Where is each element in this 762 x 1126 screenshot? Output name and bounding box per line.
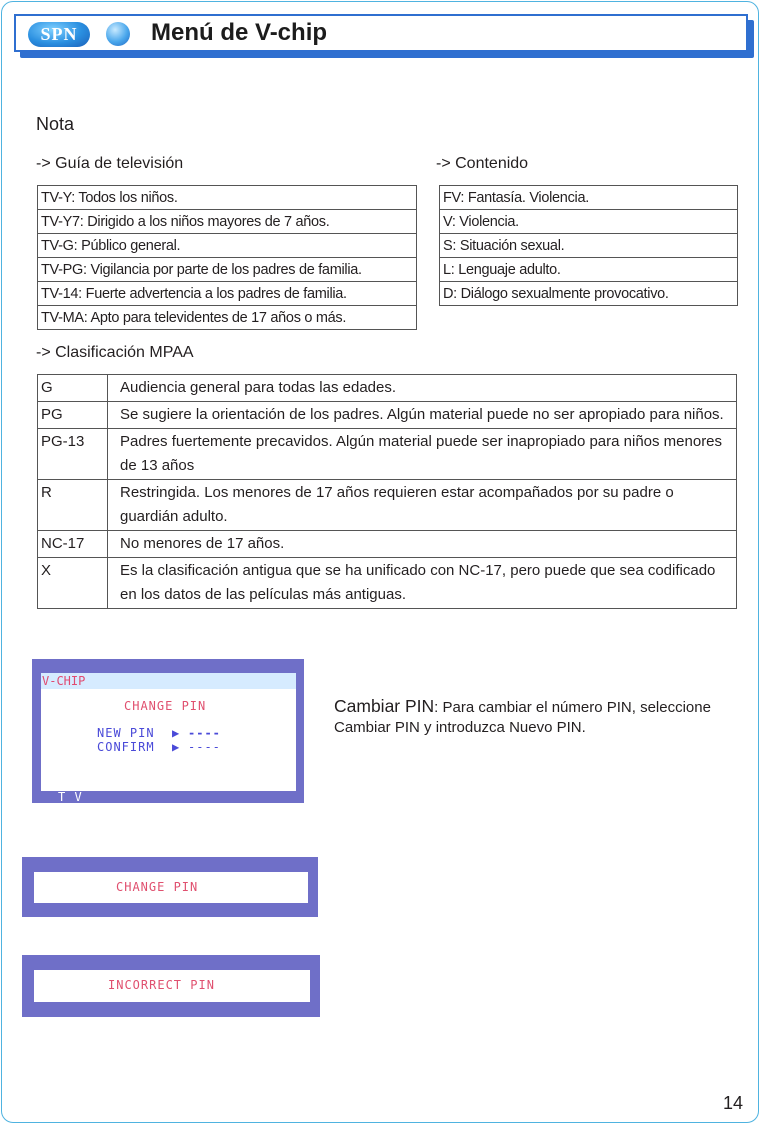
arrow-right-icon: ▶ <box>172 740 181 754</box>
content-cell: V: Violencia. <box>440 210 738 234</box>
tv-footer-label: T V <box>58 790 83 804</box>
content-table <box>439 185 738 306</box>
cambiar-pin-text <box>334 696 762 738</box>
mpaa-desc: Se sugiere la orientación de los padres. Algún material puede no ser apropiado para niños. <box>108 402 737 429</box>
mpaa-desc: Audiencia general para todas las edades. <box>108 375 737 402</box>
tv-guide-cell: TV-G: Público general. <box>38 234 417 258</box>
new-pin-label: NEW PIN <box>97 726 155 740</box>
cambiar-pin-desc: : Para cambiar el número PIN, seleccione Cambiar PIN y introduzca Nuevo PIN. <box>334 699 711 736</box>
bullet-dot-icon <box>106 22 130 46</box>
new-pin-value: ---- <box>188 726 221 740</box>
confirm-value: ---- <box>188 740 221 754</box>
table-row <box>38 375 737 402</box>
arrow-right-icon: ▶ <box>172 726 181 740</box>
mpaa-desc: Es la clasificación antigua que se ha unificado con NC-17, pero puede que sea codificado en los datos de las películas más antiguas. <box>108 558 737 609</box>
mpaa-label: -> Clasificación MPAA <box>36 344 194 361</box>
table-row <box>38 480 737 531</box>
mpaa-code: NC-17 <box>38 531 108 558</box>
table-row <box>38 234 417 258</box>
content-label: -> Contenido <box>436 155 529 172</box>
table-row <box>38 531 737 558</box>
incorrect-pin-text: INCORRECT PIN <box>108 978 215 992</box>
page-number: 14 <box>723 1093 744 1113</box>
mpaa-desc: Restringida. Los menores de 17 años requieren estar acompañados por su padre o guardián adulto. <box>108 480 737 531</box>
table-row <box>38 210 417 234</box>
mpaa-code: PG-13 <box>38 429 108 480</box>
table-row <box>38 282 417 306</box>
table-row <box>38 186 417 210</box>
mpaa-desc: Padres fuertemente precavidos. Algún material puede ser inapropiado para niños menores de 13 años <box>108 429 737 480</box>
table-row <box>440 210 738 234</box>
mpaa-code: PG <box>38 402 108 429</box>
table-row <box>38 258 417 282</box>
table-row <box>38 402 737 429</box>
content-cell: FV: Fantasía. Violencia. <box>440 186 738 210</box>
nota-heading: Nota <box>36 114 75 134</box>
page-title: Menú de V-chip <box>151 19 328 46</box>
mpaa-code: X <box>38 558 108 609</box>
content-cell: S: Situación sexual. <box>440 234 738 258</box>
table-row <box>440 186 738 210</box>
table-row <box>38 558 737 609</box>
tv-guide-table <box>37 185 417 330</box>
table-row <box>38 429 737 480</box>
vchip-screen-inner <box>41 673 296 791</box>
vchip-strip: V-CHIP <box>41 673 296 689</box>
mpaa-table <box>37 374 737 609</box>
table-row <box>440 282 738 306</box>
change-pin-heading: CHANGE PIN <box>124 699 207 713</box>
confirm-label: CONFIRM <box>97 740 155 754</box>
tv-guide-cell: TV-MA: Apto para televidentes de 17 años o más. <box>38 306 417 330</box>
tv-guide-cell: TV-14: Fuerte advertencia a los padres de familia. <box>38 282 417 306</box>
mpaa-code: G <box>38 375 108 402</box>
tv-guide-cell: TV-PG: Vigilancia por parte de los padres de familia. <box>38 258 417 282</box>
mpaa-desc: No menores de 17 años. <box>108 531 737 558</box>
cambiar-pin-term: Cambiar PIN <box>334 696 435 716</box>
tv-guide-cell: TV-Y: Todos los niños. <box>38 186 417 210</box>
table-row <box>440 234 738 258</box>
table-row <box>38 306 417 330</box>
mpaa-code: R <box>38 480 108 531</box>
content-cell: L: Lenguaje adulto. <box>440 258 738 282</box>
tv-guide-label: -> Guía de televisión <box>36 155 184 172</box>
spn-badge: SPN <box>28 22 90 47</box>
table-row <box>440 258 738 282</box>
change-pin-bar-text: CHANGE PIN <box>116 880 199 894</box>
content-cell: D: Diálogo sexualmente provocativo. <box>440 282 738 306</box>
tv-guide-cell: TV-Y7: Dirigido a los niños mayores de 7 años. <box>38 210 417 234</box>
